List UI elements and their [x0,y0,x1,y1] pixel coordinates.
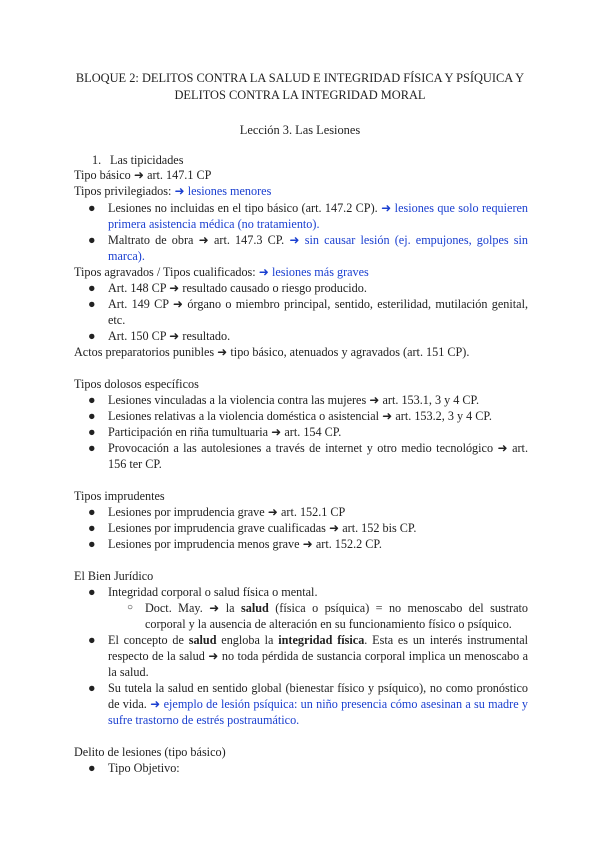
bullet: ● [88,297,96,311]
list-number: 1. [92,153,102,167]
bullet: ● [88,681,96,695]
bullet: ● [88,233,96,247]
tipos-privilegiados [74,183,271,199]
bullet: ● [88,537,96,551]
bullet: ● [88,409,96,423]
tipos-agravados-note: ➜ lesiones más graves [258,265,369,279]
document-title [60,70,540,104]
list-item-text: Su tutela la salud en sentido global (bienestar físico y psíquico), no como pronóstico de vida. [108,681,528,711]
list-item: Art. 148 CP ➜ resultado causado o riesgo producido. [108,281,367,295]
list-item [108,680,528,728]
list-item: Art. 149 CP ➜ órgano o miembro principal, sentido, esterilidad, mutilación genital, etc. [108,297,528,327]
bullet: ● [88,585,96,599]
bullet: ● [88,521,96,535]
list-item-text: El concepto de [108,633,184,647]
list-item [108,232,528,264]
tipos-privilegiados-label: Tipos privilegiados: [74,184,172,198]
sub-item-bold: salud [241,601,269,615]
sub-list-item [145,600,528,632]
sub-item-text: Doct. May. ➜ la [145,601,235,615]
tipos-agravados-label: Tipos agravados / Tipos cualificados: [74,265,256,279]
bullet: ● [88,329,96,343]
list-item-text: Lesiones no incluidas en el tipo básico (art. 147.2 CP). [108,201,378,215]
list-item: Lesiones relativas a la violencia doméstica o asistencial ➜ art. 153.2, 3 y 4 CP. [108,409,492,423]
tipos-agravados [74,264,369,280]
lesson-heading: Lección 3. Las Lesiones [239,123,361,137]
bullet: ● [88,201,96,215]
bullet: ● [88,761,96,775]
title-line-2: DELITOS CONTRA LA INTEGRIDAD MORAL [174,88,426,102]
tipos-privilegiados-note: ➜ lesiones menores [174,184,272,198]
bullet: ● [88,505,96,519]
bullet: ● [88,425,96,439]
title-line-1: BLOQUE 2: DELITOS CONTRA LA SALUD E INTEGRIDAD FÍSICA Y PSÍQUICA Y [75,71,525,85]
section-heading-dolosos: Tipos dolosos específicos [74,377,199,391]
list-item-bold: salud [188,633,217,647]
section-heading-bien-juridico: El Bien Jurídico [74,569,154,583]
list-item: Tipo Objetivo: [108,761,180,775]
list-item-text: . Esta es un interés instrumental respecto de la salud ➜ no toda pérdida de sustancia corporal implica un menoscabo a la salud. [108,633,529,679]
sub-bullet: ○ [127,602,134,613]
actos-preparatorios: Actos preparatorios punibles ➜ tipo básico, atenuados y agravados (art. 151 CP). [74,345,470,359]
section-heading-delito-lesiones: Delito de lesiones (tipo básico) [74,745,226,759]
list-item: Lesiones por imprudencia grave ➜ art. 152.1 CP [108,505,346,519]
sub-item-text: (física o psíquica) = no menoscabo del sustrato corporal y la ausencia de alteración en su funcionamiento físico o psíquico. [145,601,529,631]
section-heading-imprudentes: Tipos imprudentes [74,489,165,503]
list-item: Provocación a las autolesiones a través de internet y otro medio tecnológico ➜ art. 156 ter CP. [108,441,528,471]
list-item [108,200,528,232]
list-item: Lesiones por imprudencia menos grave ➜ art. 152.2 CP. [108,537,382,551]
list-item-text: Maltrato de obra ➜ art. 147.3 CP. [108,233,285,247]
list-item: Lesiones por imprudencia grave cualificadas ➜ art. 152 bis CP. [108,521,417,535]
list-item-text: engloba la [221,633,274,647]
list-item: Participación en riña tumultuaria ➜ art. 154 CP. [108,425,342,439]
list-item-note: ➜ lesiones que solo requieren primera asistencia médica (no tratamiento). [108,201,529,231]
list-item: Lesiones vinculadas a la violencia contra las mujeres ➜ art. 153.1, 3 y 4 CP. [108,393,480,407]
list-item-note: ➜ ejemplo de lesión psíquica: un niño presencia cómo asesinan a su madre y sufre trastorno de estrés postraumático. [108,697,528,727]
section-heading-tipicidades: Las tipicidades [110,153,184,167]
bullet: ● [88,633,96,647]
list-item: Art. 150 CP ➜ resultado. [108,329,231,343]
bullet: ● [88,281,96,295]
bullet: ● [88,441,96,455]
list-item-note: ➜ sin causar lesión (ej. empujones, golpes sin marca). [108,233,529,263]
list-item [108,632,528,680]
list-item-bold: integridad física [278,633,365,647]
tipo-basico: Tipo básico ➜ art. 147.1 CP [74,168,212,182]
list-item: Integridad corporal o salud física o mental. [108,585,318,599]
bullet: ● [88,393,96,407]
